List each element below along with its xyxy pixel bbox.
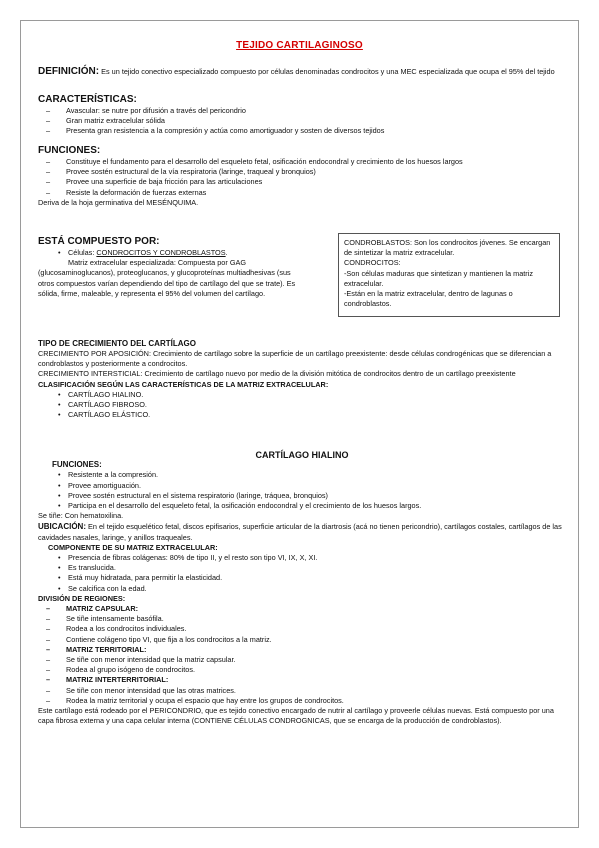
tipos-list: [38, 390, 566, 421]
hialino-funciones-list: [38, 470, 566, 511]
ubicacion-label: UBICACIÓN:: [38, 522, 86, 532]
tine-text: Se tiñe: Con hematoxilina.: [38, 511, 124, 521]
list-item: • Resistente a la compresión.: [38, 470, 566, 480]
hialino-heading: CARTÍLAGO HIALINO: [255, 450, 349, 460]
list-item: • CARTÍLAGO FIBROSO.: [38, 400, 566, 410]
list-item: – Resiste la deformación de fuerzas externas: [38, 188, 566, 198]
list-item: • Participa en el desarrollo del esqueleto fetal, la osificación endocondral y el crecimiento de los huesos largos.: [38, 501, 566, 511]
componente-list: [38, 553, 566, 594]
funciones-list: [38, 157, 566, 198]
box-line: -Están en la matriz extracelular, dentro de lagunas o condroblastos.: [344, 289, 513, 309]
list-item: • Está muy hidratada, para permitir la elasticidad.: [38, 573, 566, 583]
list-item: – Contiene colágeno tipo VI, que fija a los condrocitos a la matriz.: [38, 635, 566, 645]
box-line: CONDROBLASTOS: Son los condrocitos jóvenes. Se encargan de sintetizar la matriz extracelular.: [344, 238, 551, 258]
box-line: -Son células maduras que sintetizan y mantienen la matriz extracelular.: [344, 268, 534, 288]
compuesto-heading: ESTÁ COMPUESTO POR:: [38, 236, 160, 247]
list-item: – Presenta gran resistencia a la compresión y actúa como amortiguador y sosten de diversos tejidos: [38, 126, 566, 136]
ubicacion-block: [38, 521, 566, 542]
list-item: • Provee sostén estructural en el sistema respiratorio (laringe, tráquea, bronquios): [38, 491, 566, 501]
list-item: • Provee amortiguación.: [38, 481, 566, 491]
crecimiento-heading: TIPO DE CRECIMIENTO DEL CARTÍLAGO: [38, 339, 196, 348]
crecimiento-section: [38, 338, 566, 420]
list-item: – MATRIZ TERRITORIAL:: [38, 645, 566, 655]
list-item: – Se tiñe con menor intensidad que la matriz capsular.: [38, 655, 566, 665]
condroblastos-box: [338, 233, 560, 317]
caracteristicas-list: [38, 106, 566, 137]
list-item: – Gran matriz extracelular sólida: [38, 116, 566, 126]
list-item: • Células: CONDROCITOS Y CONDROBLASTOS.: [38, 248, 298, 258]
list-item: – MATRIZ CAPSULAR:: [38, 604, 566, 614]
list-item: – Avascular: se nutre por difusión a través del pericondrio: [38, 106, 566, 116]
funciones-section: [38, 145, 566, 208]
list-item: • CARTÍLAGO ELÁSTICO.: [38, 410, 566, 420]
deriva-text: Deriva de la hoja germinativa del MESÉNQUIMA.: [38, 197, 199, 207]
list-item: • Es translucida.: [38, 563, 566, 573]
compuesto-list: [38, 248, 298, 258]
list-item: – Se tiñe intensamente basófila.: [38, 614, 566, 624]
list-item: • Presencia de fibras colágenas: 80% de tipo II, y el resto son tipo VI, IX, X, XI.: [38, 553, 566, 563]
list-item: • Se calcifica con la edad.: [38, 584, 566, 594]
list-item: – MATRIZ INTERTERRITORIAL:: [38, 675, 566, 685]
funciones-heading: FUNCIONES:: [38, 145, 101, 156]
componente-heading: COMPONENTE DE SU MATRIZ EXTRACELULAR:: [48, 542, 218, 552]
celulas-label: Células:: [68, 248, 97, 257]
celulas-value: CONDROCITOS Y CONDROBLASTOS: [96, 248, 226, 257]
matriz-value: Matriz extracelular especializada: Compuesta por GAG (glucosaminoglucanos), proteoglucanos, y glucoproteínas multiadhesivas (sus otros compuestos varían dependiendo del tipo de cartílago del que se trate). Es sólida, firme, maleable, y representa el 95% del volumen del cartílago.: [38, 258, 296, 298]
list-item: • CARTÍLAGO HIALINO.: [38, 390, 566, 400]
document-title: TEJIDO CARTILAGINOSO: [236, 40, 363, 51]
definicion-label: DEFINICIÓN:: [38, 66, 100, 77]
division-list: [38, 604, 566, 706]
list-item: – Provee sostén estructural de la vía respiratoria (laringe, traqueal y bronquios): [38, 167, 566, 177]
list-item: – Rodea a los condrocitos individuales.: [38, 624, 566, 634]
definicion-section: [38, 66, 566, 78]
list-item: – Rodea la matriz territorial y ocupa el espacio que hay entre los grupos de condrocitos.: [38, 696, 566, 706]
clasificacion-heading: CLASIFICACIÓN SEGÚN LAS CARACTERÍSTICAS DE LA MATRIZ EXTRACELULAR:: [38, 379, 329, 389]
hialino-funciones-heading: FUNCIONES:: [52, 460, 102, 470]
box-line: CONDROCITOS:: [344, 258, 401, 268]
hialino-section: [38, 450, 566, 726]
caracteristicas-section: [38, 94, 566, 137]
list-item: – Rodea al grupo isógeno de condrocitos.: [38, 665, 566, 675]
list-item: – Provee una superficie de baja fricción para las articulaciones: [38, 177, 566, 187]
compuesto-section: [38, 236, 298, 299]
closing-text: Este cartílago está rodeado por el PERICONDRIO, que es tejido conectivo encargado de nutrir al cartílago y proveerle células nuevas. Está compuesto por una capa fibrosa externa y una capa celular interna (CONTIENE CÉLULAS CONDROGNICAS, que se encarga de la producción de condroblastos).: [38, 706, 554, 726]
matriz-text: [38, 258, 298, 299]
list-item: – Se tiñe con menor intensidad que las otras matrices.: [38, 686, 566, 696]
ubicacion-text: En el tejido esquelético fetal, discos epifisarios, superficie articular de la diartrosis (acá no tienen pericondrio), cartílagos costales, cartílagos de las cavidades nasales, laringe, y anillos traqueales.: [38, 522, 562, 542]
list-item: – Constituye el fundamento para el desarrollo del esqueleto fetal, osificación endocondral y crecimiento de los huesos largos: [38, 157, 566, 167]
division-heading: DIVISIÓN DE REGIONES:: [38, 593, 126, 603]
aposicion-text: CRECIMIENTO POR APOSICIÓN: Crecimiento de cartílago sobre la superficie de un cartílago preexistente: desde células condrogénicas que se diferencian a condroblastos y posteriormente a condrocitos.: [38, 349, 552, 369]
intersticial-text: CRECIMIENTO INTERSTICIAL: Crecimiento de cartílago nuevo por medio de la división mitótica de condrocitos dentro de un cartílago preexistente: [38, 369, 516, 379]
caracteristicas-heading: CARACTERÍSTICAS:: [38, 94, 137, 105]
definicion-text: Es un tejido conectivo especializado compuesto por células denominadas condrocitos y una MEC especializada que ocupa el 95% del tejido: [101, 67, 555, 76]
